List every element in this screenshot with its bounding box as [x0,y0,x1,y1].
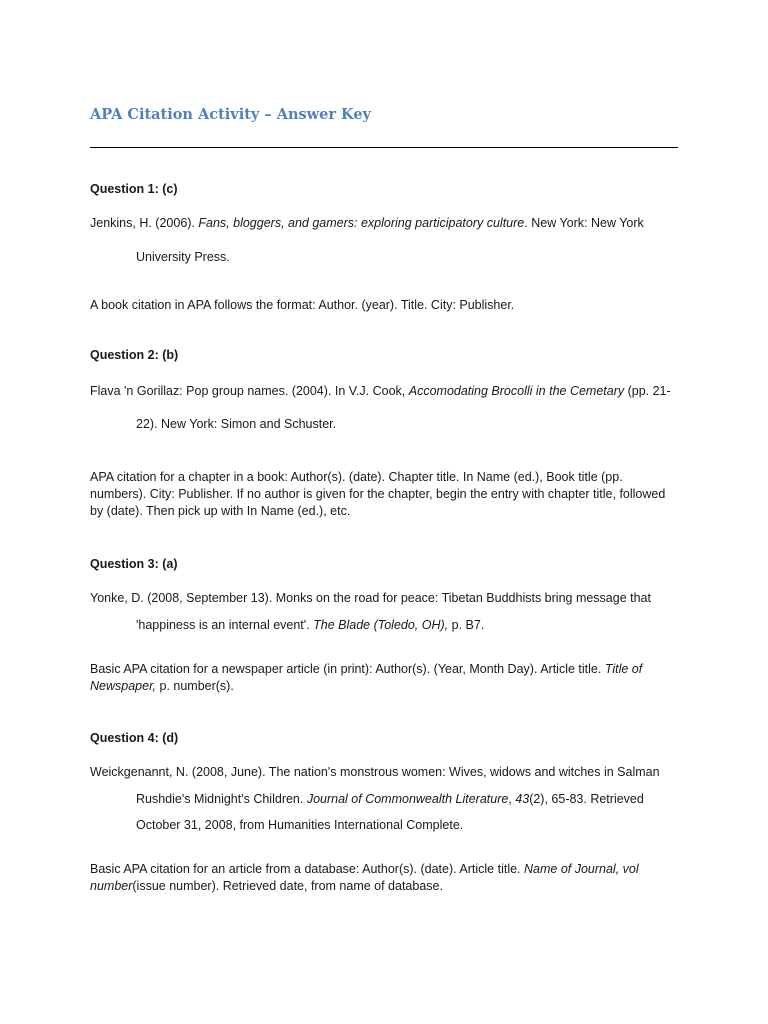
title-divider [90,147,678,148]
question-2-explanation: APA citation for a chapter in a book: Author(s). (date). Chapter title. In Name (ed.), Book title (pp. numbers). City: Publisher. If no author is given for the chapter, begin the entry with chapter title, followed by (date). Then pick up with In Name (ed.), etc. [90,470,666,518]
question-4-heading: Question 4: (d) [90,731,179,745]
reference-title: Accomodating Brocolli in the Cemetary [408,384,625,398]
question-1-heading: Question 1: (c) [90,182,178,196]
journal-volume: 43 [515,792,530,806]
document-title: APA Citation Activity – Answer Key [90,106,371,123]
reference-text: , [508,792,516,806]
question-2-reference [90,384,671,398]
question-4-reference: Weickgenannt, N. (2008, June). The nation's monstrous women: Wives, widows and witches in Salman [90,765,660,779]
question-4-explanation [90,861,680,895]
reference-text: Flava 'n Gorillaz: Pop group names. (2004). In V.J. Cook, [90,384,409,398]
question-2-reference-continued: 22). New York: Simon and Schuster. [136,417,337,431]
question-3-heading: Question 3: (a) [90,557,178,571]
reference-text: 'happiness is an internal event'. [136,618,314,632]
reference-title: Fans, bloggers, and gamers: exploring participatory culture [198,216,525,230]
reference-text: Rushdie's Midnight's Children. [136,792,307,806]
question-1-reference-continued: University Press. [136,250,230,264]
reference-text: Jenkins, H. (2006). [90,216,199,230]
explanation-text: p. number(s). [156,679,234,693]
explanation-italic: Title of Newspaper, [90,662,643,693]
reference-title: The Blade (Toledo, OH), [313,618,449,632]
explanation-text: Basic APA citation for an article from a database: Author(s). (date). Article title. [90,862,524,876]
explanation-text: (issue number). Retrieved date, from name of database. [132,879,443,893]
question-3-reference: Yonke, D. (2008, September 13). Monks on the road for peace: Tibetan Buddhists bring message that [90,591,651,605]
reference-text: p. B7. [448,618,485,632]
question-3-explanation [90,661,680,695]
question-2-heading: Question 2: (b) [90,348,179,362]
question-1-explanation: A book citation in APA follows the format: Author. (year). Title. City: Publisher. [90,298,515,312]
explanation-text: Basic APA citation for a newspaper article (in print): Author(s). (Year, Month Day). Article title. [90,662,605,676]
reference-text: (pp. 21- [624,384,671,398]
explanation-italic: Name of Journal, vol number [90,862,639,893]
question-1-reference [90,216,644,230]
question-4-reference-continued [136,792,644,806]
reference-text: . New York: New York [524,216,644,230]
question-3-reference-continued [136,618,484,632]
reference-text: (2), 65-83. Retrieved [529,792,644,806]
question-4-reference-continued-2: October 31, 2008, from Humanities International Complete. [136,818,464,832]
journal-name: Journal of Commonwealth Literature [306,792,509,806]
